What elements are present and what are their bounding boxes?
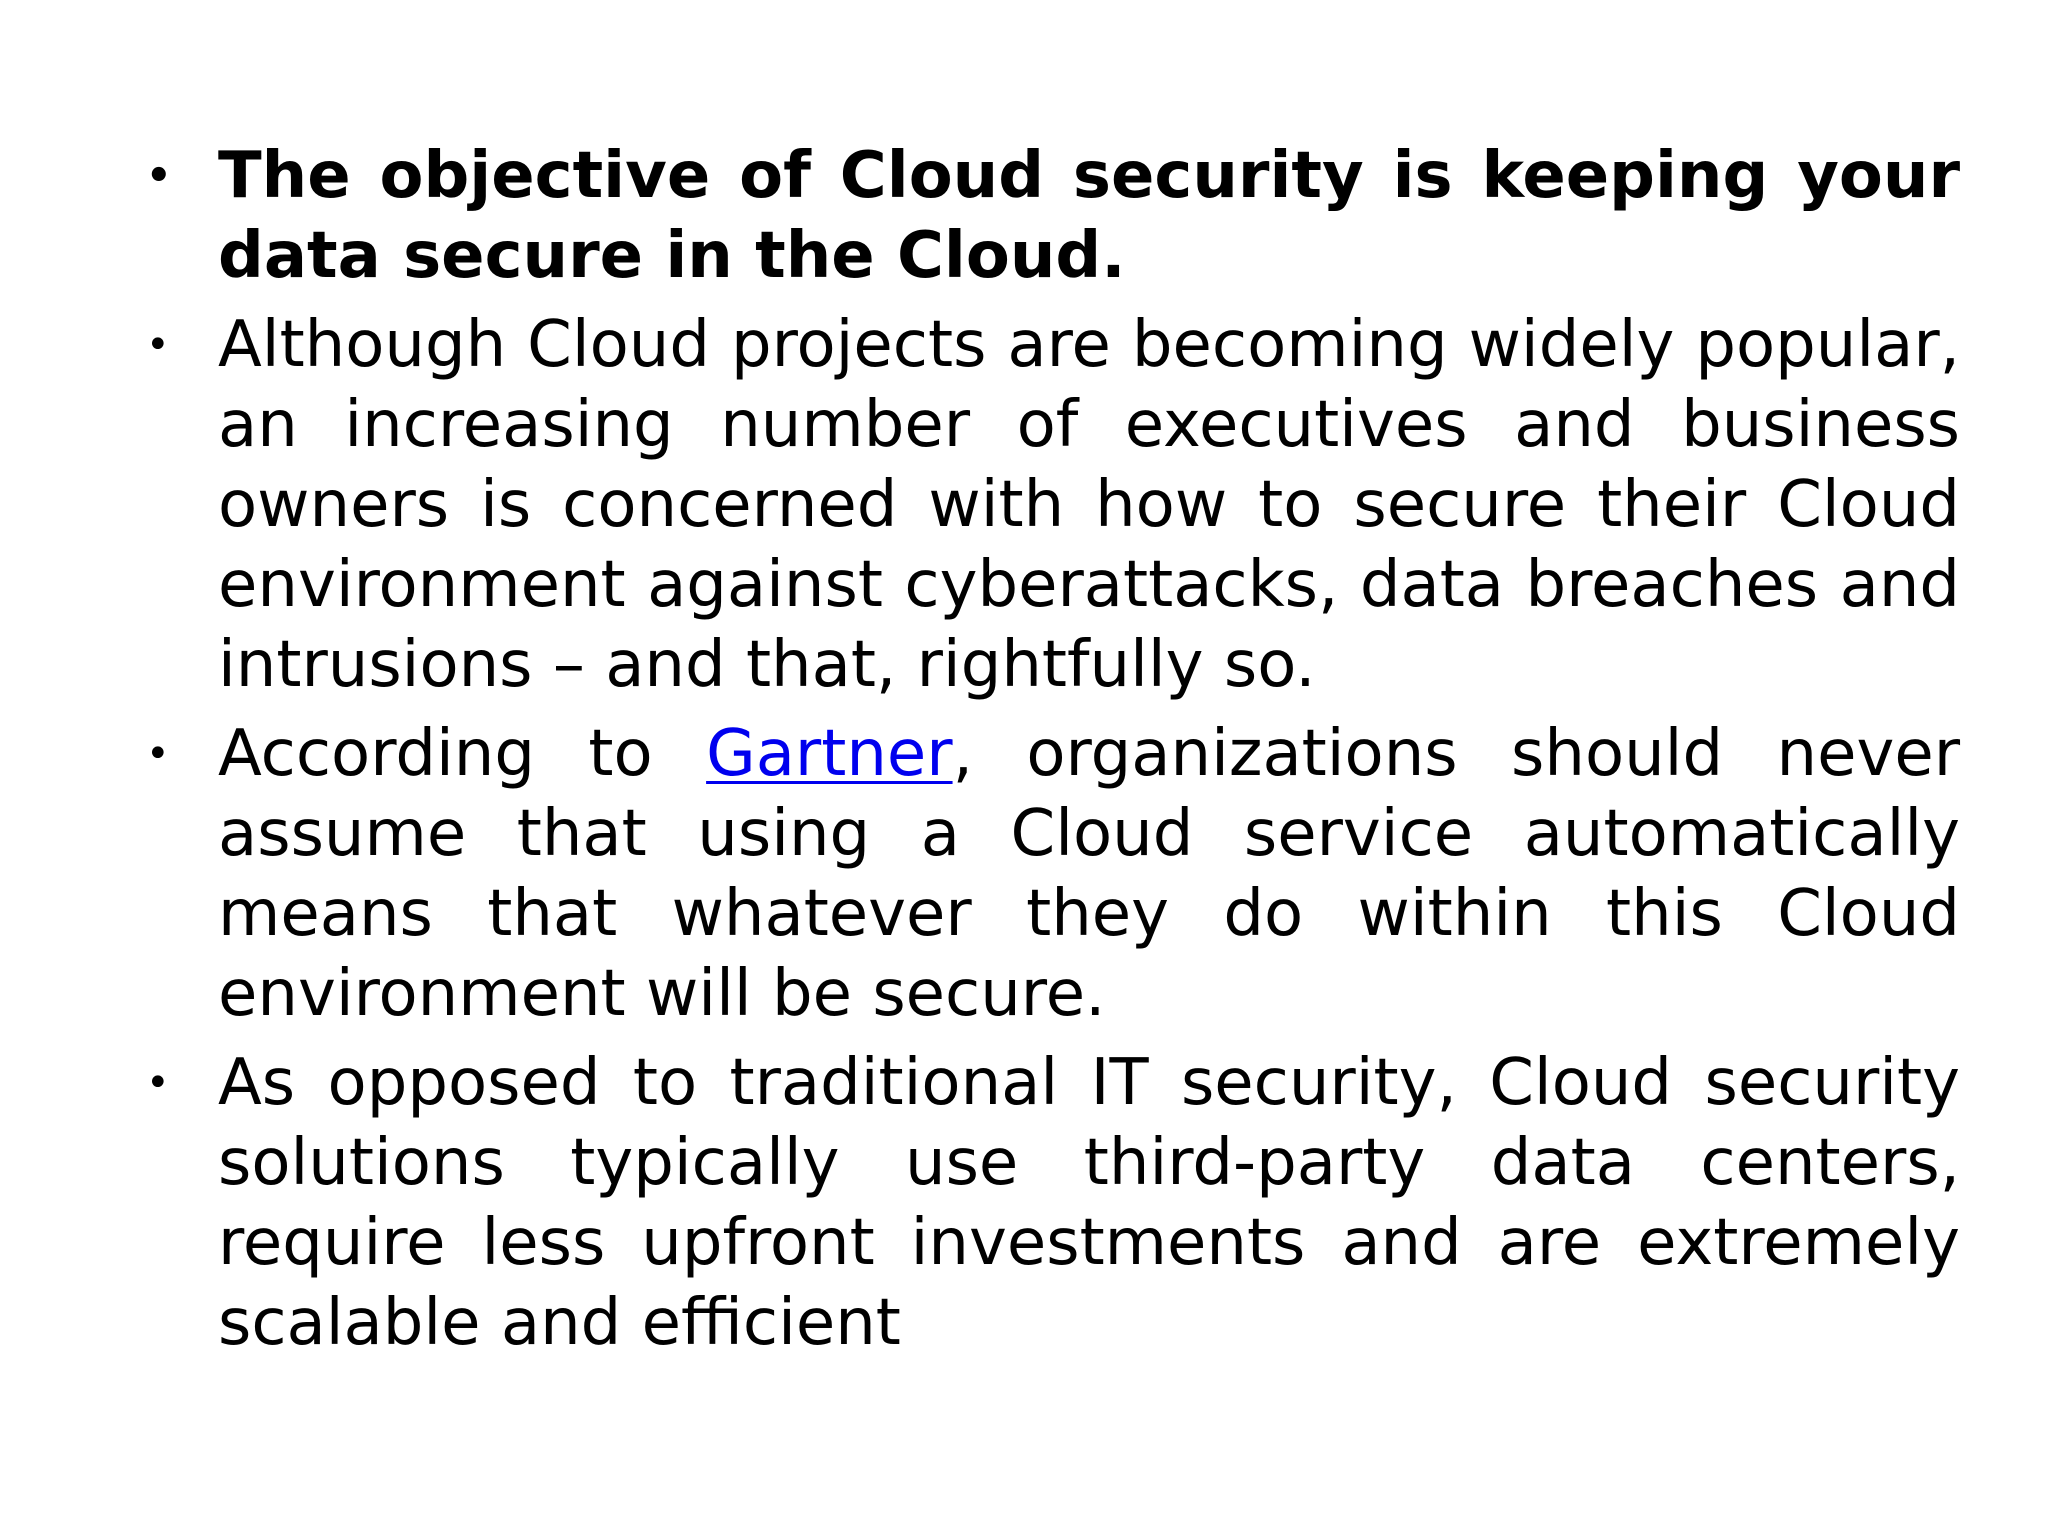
bullet-text: Although Cloud projects are becoming widely popular, an increasing number of executives and business owners is concerned with how to secure their Cloud environment against cyberattacks, data breaches and intrusions – and that, rightfully so.: [218, 308, 1960, 702]
bullet-dot-icon: •: [146, 1060, 170, 1106]
bullet-text-before-link: According to: [218, 717, 707, 791]
bullet-item-gartner: [138, 714, 1960, 1034]
bullet-dot-icon: •: [146, 731, 170, 777]
bullet-item-comparison: [138, 1043, 1960, 1363]
bullet-item-popularity: [138, 305, 1960, 705]
gartner-link[interactable]: Gartner: [706, 717, 953, 791]
bullet-text: The objective of Cloud security is keeping your data secure in the Cloud.: [218, 139, 1960, 293]
bullet-text-after-link: , organizations should never assume that using a Cloud service automatically means that whatever they do within this Cloud environment will be secure.: [218, 717, 1961, 1031]
bullet-dot-icon: •: [146, 322, 170, 368]
bullet-list: [138, 136, 1960, 1372]
bullet-item-objective: [138, 136, 1960, 296]
bullet-dot-icon: •: [146, 153, 172, 199]
bullet-text: As opposed to traditional IT security, Cloud security solutions typically use third-party data centers, require less upfront investments and are extremely scalable and efficient: [218, 1046, 1960, 1360]
